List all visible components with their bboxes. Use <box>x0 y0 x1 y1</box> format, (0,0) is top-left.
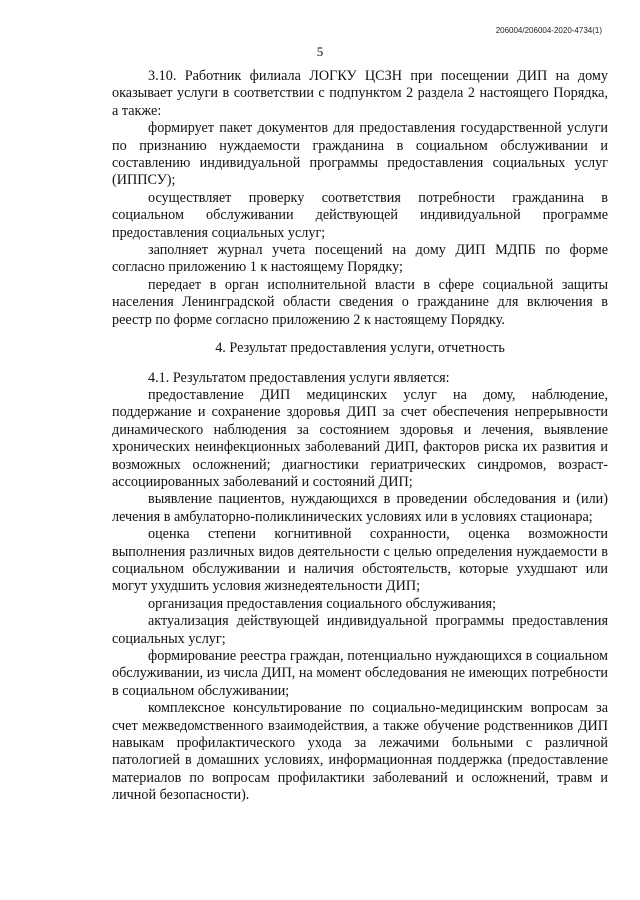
paragraph-cognitive-assessment: оценка степени когнитивной сохранности, оценка возможности выполнения различных видов деятельности с целью определения нуждаемости в социальном обслуживании и наличия обстоятельств, которые ухудшают или могут ухудшить условия жизнедеятельности ДИП; <box>112 526 608 595</box>
section-heading: 4. Результат предоставления услуги, отчетность <box>215 340 505 357</box>
page-number: 5 <box>316 44 324 59</box>
document-body <box>112 68 608 805</box>
paragraph-consulting: комплексное консультирование по социально-медицинским вопросам за счет межведомственного взаимодействия, а также обучение родственников ДИП навыкам профилактического ухода за лежачими больными с различной патологией в домашних условиях, информационная поддержка (предоставление материалов по вопросам профилактики заболеваний и осложнений, травм и личной безопасности). <box>112 700 608 804</box>
paragraph-medical-services: предоставление ДИП медицинских услуг на дому, наблюдение, поддержание и сохранение здоровья ДИП за счет обеспечения непрерывности динамического наблюдения за состоянием здоровья и лечения, выявление хронических неинфекционных заболеваний ДИП, факторов риска их развития и возможных осложнений; диагностики гериатрических синдромов, возраст-ассоциированных заболеваний и состояний ДИП; <box>112 386 608 490</box>
paragraph-registry-formation: формирование реестра граждан, потенциально нуждающихся в социальном обслуживании, из числа ДИП, на момент обследования не имеющих потребности в социальном обслуживании; <box>112 648 608 699</box>
paragraph-4-1: 4.1. Результатом предоставления услуги является: <box>148 369 450 386</box>
paragraph-checks-compliance: осуществляет проверку соответствия потребности гражданина в социальном обслуживании действующей индивидуальной программе предоставления социальных услуг; <box>112 189 608 241</box>
paragraph-transmits-info: передает в орган исполнительной власти в сфере социальной защиты населения Ленинградской области сведения о гражданине для включения в реестр по форме согласно приложению 2 к настоящему Порядку. <box>112 276 608 328</box>
paragraph-patient-detection: выявление пациентов, нуждающихся в проведении обследования и (или) лечения в амбулаторно-поликлинических условиях или в условиях стационара; <box>112 491 608 525</box>
paragraph-fills-journal: заполняет журнал учета посещений на дому ДИП МДПБ по форме согласно приложению 1 к настоящему Порядку; <box>112 242 608 276</box>
paragraph-program-update: актуализация действующей индивидуальной программы предоставления социальных услуг; <box>112 613 608 647</box>
document-number: 206004/206004-2020-4734(1) <box>495 26 602 35</box>
paragraph-3-10: 3.10. Работник филиала ЛОГКУ ЦСЗН при посещении ДИП на дому оказывает услуги в соответствии с подпунктом 2 раздела 2 настоящего Порядка, а также: <box>112 68 608 119</box>
paragraph-forms-package: формирует пакет документов для предоставления государственной услуги по признанию нуждаемости гражданина в социальном обслуживании и составлению индивидуальной программы предоставления социальных услуг (ИППСУ); <box>112 120 608 189</box>
paragraph-service-organization: организация предоставления социального обслуживания; <box>148 595 497 612</box>
